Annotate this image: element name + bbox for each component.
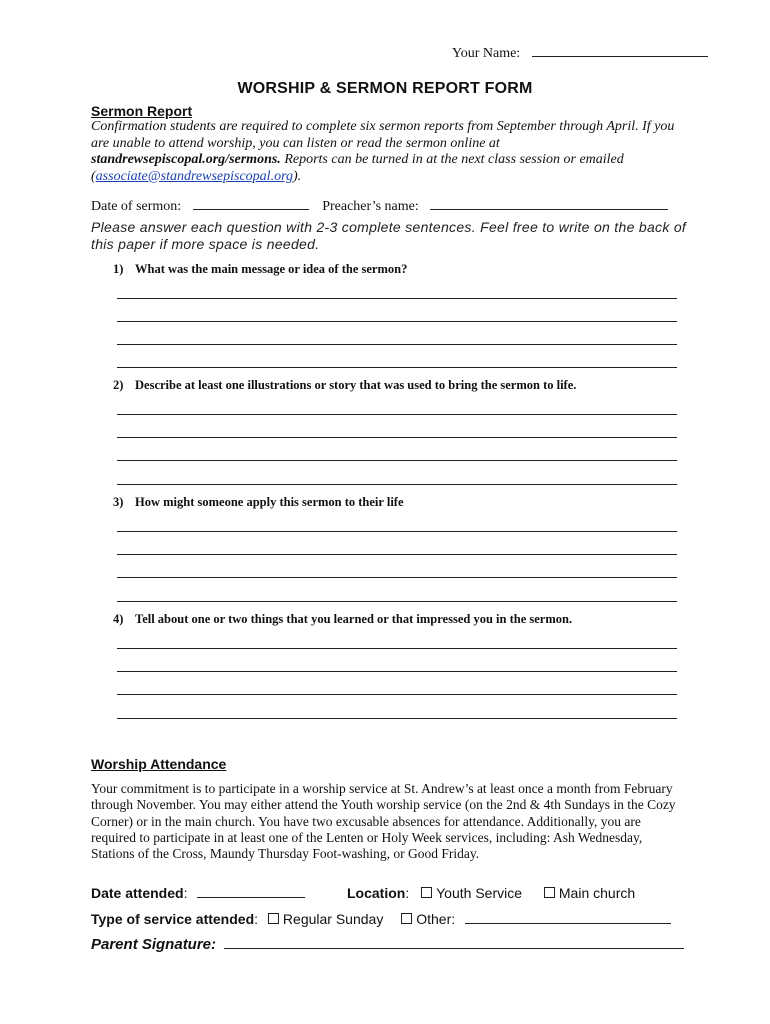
worship-attendance-body: Your commitment is to participate in a worship service at St. Andrew’s at least once a month from February through November. You may either attend the Youth worship service (on the 2nd & 4th Sundays in the Cozy Corner) or in the main church. You have two excusable absences for attendance. Additionally, you are required to participate in at least one of the Lenten or Holy Week services, including: Ash Wednesday, Stations of the Cross, Maundy Thursday Foot-washing, or Good Friday. [91,781,676,862]
intro-text-2: Reports can be turned in at the next class session or emailed ( [91,152,624,184]
question-text: What was the main message or idea of the sermon? [135,262,408,276]
question-number: 1) [113,262,124,276]
sermons-website: standrewsepiscopal.org/sermons. [91,152,281,167]
parent-signature-label: Parent Signature: [91,936,217,953]
question-text: Tell about one or two things that you learned or that impressed you in the sermon. [135,612,573,626]
answer-line[interactable] [117,484,677,485]
answer-line[interactable] [117,437,677,438]
answer-line[interactable] [117,321,677,322]
answer-line[interactable] [117,601,677,602]
service-type-row [91,911,671,927]
answer-line[interactable] [117,718,677,719]
parent-signature-field[interactable] [224,937,684,949]
answer-line[interactable] [117,367,677,368]
your-name-row [452,45,708,62]
location-label: Location [347,885,406,901]
question-1 [113,262,407,277]
youth-service-checkbox[interactable] [421,887,432,898]
answer-line[interactable] [117,577,677,578]
date-of-sermon-label: Date of sermon: [91,199,182,214]
other-service-checkbox[interactable] [401,913,412,924]
answer-line[interactable] [117,298,677,299]
answer-line[interactable] [117,554,677,555]
date-of-sermon-field[interactable] [193,198,309,210]
question-number: 4) [113,612,124,626]
other-service-option-label: Other: [416,911,456,927]
answer-line[interactable] [117,344,677,345]
question-3 [113,495,404,510]
sermon-report-intro [91,119,691,185]
preachers-name-label: Preacher’s name: [322,199,419,214]
question-number: 3) [113,495,124,509]
date-attended-colon: : [183,885,188,901]
answer-line[interactable] [117,531,677,532]
intro-text-1: Confirmation students are required to complete six sermon reports from September through April. If you are unable to attend worship, you can listen or read the sermon online at [91,119,675,151]
intro-text-3: ). [293,168,302,184]
question-number: 2) [113,378,124,392]
preachers-name-field[interactable] [430,198,668,210]
other-service-field[interactable] [465,912,671,924]
question-text: How might someone apply this sermon to their life [135,495,404,509]
your-name-field[interactable] [532,45,708,57]
location-colon: : [405,885,410,901]
main-church-checkbox[interactable] [544,887,555,898]
question-4 [113,612,572,627]
answer-line[interactable] [117,414,677,415]
regular-sunday-option-label: Regular Sunday [282,911,384,927]
form-title: WORSHIP & SERMON REPORT FORM [237,80,533,97]
youth-service-option-label: Youth Service [436,885,522,901]
answer-instructions: Please answer each question with 2-3 complete sentences. Feel free to write on the back of this paper if more space is needed. [91,219,687,252]
service-type-label: Type of service attended [91,911,255,927]
answer-line[interactable] [117,694,677,695]
location-row [347,885,635,901]
date-attended-row [91,885,305,901]
worship-attendance-heading: Worship Attendance [91,756,227,772]
question-2 [113,378,576,393]
regular-sunday-checkbox[interactable] [268,913,279,924]
answer-line[interactable] [117,460,677,461]
sermon-report-heading: Sermon Report [91,103,193,119]
your-name-label: Your Name: [452,46,521,61]
date-attended-label: Date attended [91,885,184,901]
parent-signature-row [91,936,684,953]
associate-email-link[interactable]: associate@standrewsepiscopal.org [95,168,294,184]
service-type-colon: : [254,911,259,927]
main-church-option-label: Main church [558,885,636,901]
date-attended-field[interactable] [197,886,305,898]
answer-line[interactable] [117,671,677,672]
question-text: Describe at least one illustrations or story that was used to bring the sermon to life. [135,378,577,392]
answer-line[interactable] [117,648,677,649]
sermon-date-preacher-row [91,198,668,215]
